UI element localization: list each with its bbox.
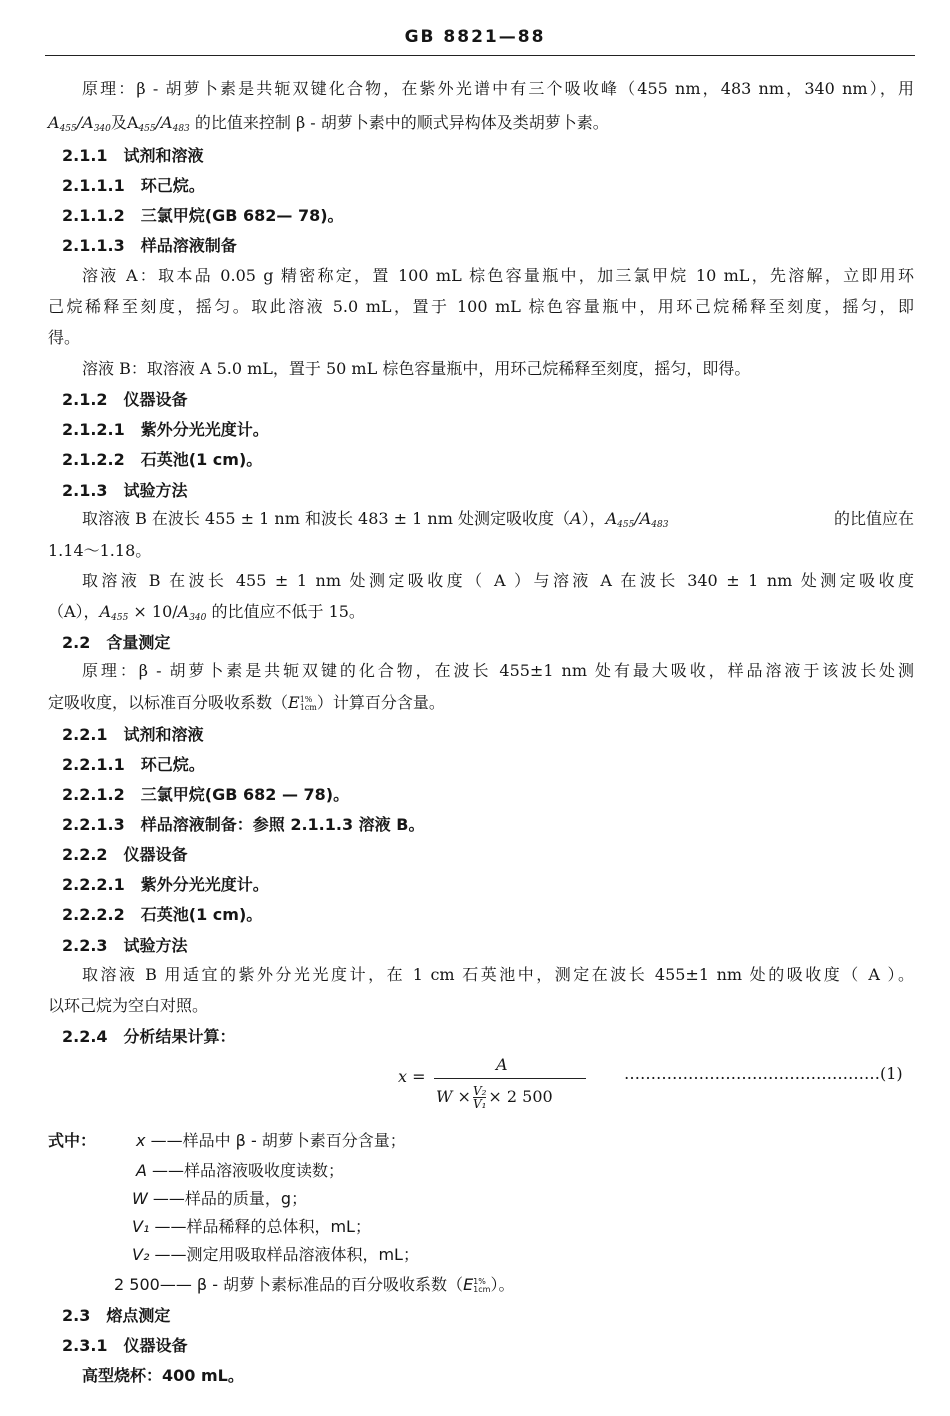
heading-2-1-2-2: 2.1.2.2 石英池(1 cm)。: [62, 450, 263, 469]
principle-line-2: $A_{455}/A_{340}$及$A_{455}/A_{483}$ 的比值来控制 β - 胡萝卜素中的顺式异构体及类胡萝卜素。: [48, 113, 609, 134]
heading-2-1-1-1: 2.1.1.1 环己烷。: [62, 176, 205, 195]
term-v2: V₂ ——测定用吸取样品溶液体积，mL；: [132, 1245, 419, 1264]
formula-1: [398, 1055, 588, 1119]
content-principle-line-1: 原理：β - 胡萝卜素是共轭双键的化合物，在波长 455±1 nm 处有最大吸收，样品溶液于该波长处测: [82, 661, 914, 680]
heading-2-2-4: 2.2.4 分析结果计算：: [62, 1027, 236, 1046]
term-x: x ——样品中 β - 胡萝卜素百分含量；: [136, 1131, 406, 1150]
formula-numerator: A: [496, 1055, 508, 1074]
heading-2-2-1-1: 2.2.1.1 环己烷。: [62, 755, 205, 774]
heading-2-1-2: 2.1.2 仪器设备: [62, 390, 188, 409]
heading-2-1-1-3: 2.1.1.3 样品溶液制备: [62, 236, 237, 255]
method-2-line-1: 取溶液 B 在波长 455 ± 1 nm 处测定吸收度（ A ）与溶液 A 在波长 340 ± 1 nm 处测定吸收度: [82, 571, 914, 590]
heading-2-2-2: 2.2.2 仪器设备: [62, 845, 188, 864]
content-method-line-2: 以环己烷为空白对照。: [48, 996, 209, 1015]
beaker-line: 高型烧杯：400 mL。: [82, 1366, 244, 1385]
term-v1: V₁ ——样品稀释的总体积，mL；: [132, 1217, 371, 1236]
terms-label: 式中：: [48, 1131, 97, 1150]
method-2-line-2: （A），$A_{455} \times 10/A_{340}$ 的比值应不低于 15。: [48, 602, 365, 623]
heading-2-3: 2.3 熔点测定: [62, 1306, 171, 1325]
standard-code-header: GB 8821—88: [404, 27, 546, 47]
solution-a-line-1: 溶液 A：取本品 0.05 g 精密称定，置 100 mL 棕色容量瓶中，加三氯甲烷 10 mL，先溶解，立即用环: [82, 266, 914, 285]
header-rule: [45, 55, 915, 56]
term-a: A ——样品溶液吸收度读数；: [136, 1161, 345, 1180]
term-2500: 2 500—— β - 胡萝卜素标准品的百分吸收系数（E 1% 1cm ）。: [114, 1275, 515, 1294]
fraction-bar: [434, 1078, 586, 1079]
solution-a-line-2: 己烷稀释至刻度，摇匀。取此溶液 5.0 mL，置于 100 mL 棕色容量瓶中，用环己烷稀释至刻度，摇匀，即: [48, 297, 914, 316]
heading-2-2-1-3: 2.2.1.3 样品溶液制备：参照 2.1.1.3 溶液 B。: [62, 815, 425, 834]
formula-lhs: x =: [398, 1067, 426, 1086]
heading-2-2-2-1: 2.2.2.1 紫外分光光度计。: [62, 875, 269, 894]
method-1-line-2: 1.14～1.18。: [48, 541, 152, 560]
content-principle-line-2: 定吸收度，以标准百分吸收系数（E 1% 1cm ）计算百分含量。: [48, 693, 445, 712]
heading-2-1-2-1: 2.1.2.1 紫外分光光度计。: [62, 420, 269, 439]
solution-b-line: 溶液 B：取溶液 A 5.0 mL，置于 50 mL 棕色容量瓶中，用环己烷稀释至刻度，摇匀，即得。: [82, 359, 751, 378]
heading-2-3-1: 2.3.1 仪器设备: [62, 1336, 188, 1355]
content-method-line-1: 取溶液 B 用适宜的紫外分光光度计，在 1 cm 石英池中，测定在波长 455±1 nm 处的吸收度（ A ）。: [82, 965, 914, 984]
method-1-line-1: 取溶液 B 在波长 455 ± 1 nm 和波长 483 ± 1 nm 处测定吸收度（A），$A_{455}/A_{483}$ 的比值应在: [82, 509, 914, 530]
principle-line-1: 原理：β - 胡萝卜素是共轭双键化合物，在紫外光谱中有三个吸收峰（455 nm，483 nm，340 nm），用: [82, 79, 914, 98]
heading-2-1-1: 2.1.1 试剂和溶液: [62, 146, 204, 165]
heading-2-1-1-2: 2.1.1.2 三氯甲烷(GB 682— 78)。: [62, 206, 344, 225]
heading-2-2-3: 2.2.3 试验方法: [62, 936, 188, 955]
formula-denominator: W × $\frac{\text{V₂}}{\text{V₁}}$ × 2 500: [436, 1084, 553, 1111]
formula-number: …………………………………………(1): [624, 1064, 903, 1083]
heading-2-2: 2.2 含量测定: [62, 633, 171, 652]
solution-a-line-3: 得。: [48, 328, 81, 347]
heading-2-2-1-2: 2.2.1.2 三氯甲烷(GB 682 — 78)。: [62, 785, 350, 804]
term-w: W ——样品的质量，g；: [132, 1189, 308, 1208]
heading-2-2-2-2: 2.2.2.2 石英池(1 cm)。: [62, 905, 263, 924]
heading-2-2-1: 2.2.1 试剂和溶液: [62, 725, 204, 744]
heading-2-1-3: 2.1.3 试验方法: [62, 481, 188, 500]
